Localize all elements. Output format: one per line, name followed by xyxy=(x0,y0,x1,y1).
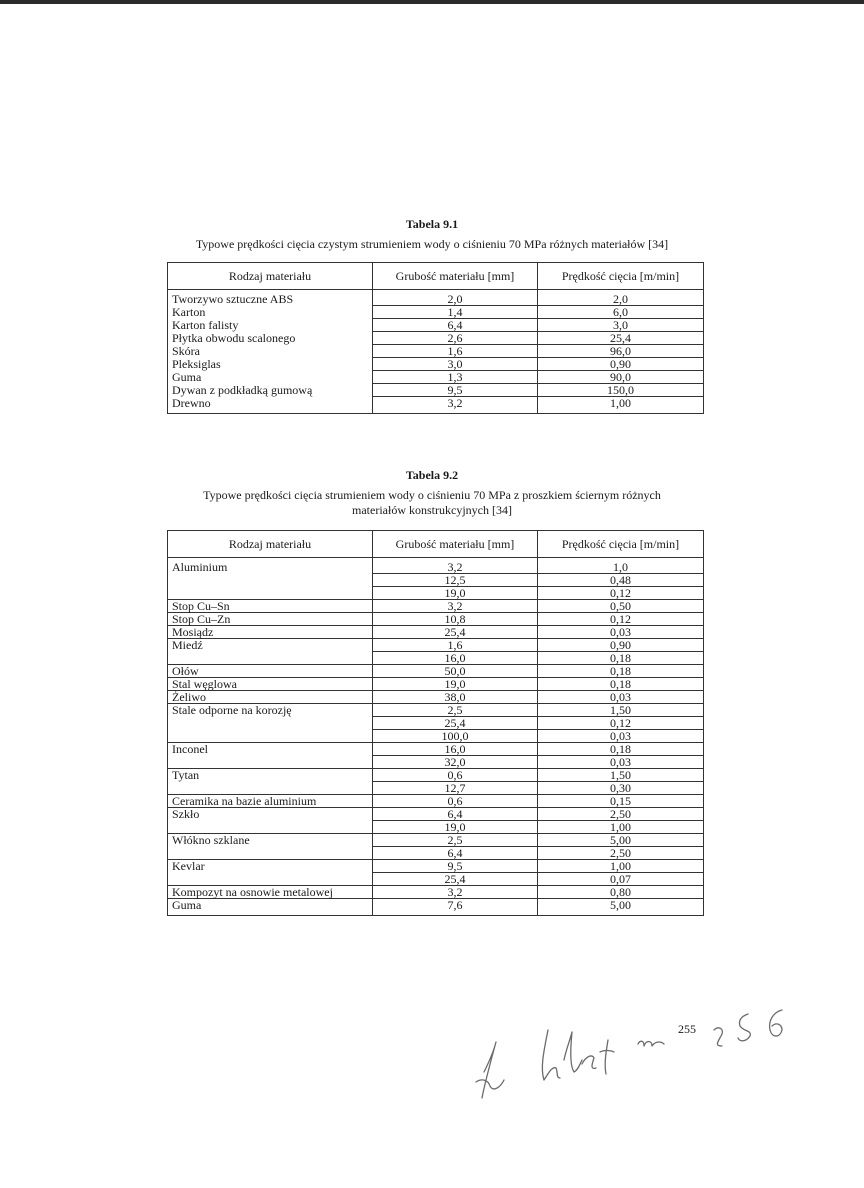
table2-speed-cell: 2,50 xyxy=(538,847,704,860)
table2-speed-cell: 1,00 xyxy=(538,821,704,834)
table2-material-cell: Stop Cu–Zn xyxy=(168,613,373,626)
table1-header-speed: Prędkość cięcia [m/min] xyxy=(538,263,704,290)
table2-speed-cell: 0,03 xyxy=(538,626,704,639)
table1-thickness-cell: 9,5 xyxy=(373,384,538,397)
table2-row xyxy=(168,574,704,587)
table2-speed-cell: 0,48 xyxy=(538,574,704,587)
table2-thickness-cell: 19,0 xyxy=(373,821,538,834)
table1-thickness-cell: 1,4 xyxy=(373,306,538,319)
table2-material-cell: Tytan xyxy=(168,769,373,782)
table1-thickness-cell: 3,0 xyxy=(373,358,538,371)
table1-material-cell: Karton falisty xyxy=(168,319,373,332)
table1-title: Tabela 9.1 xyxy=(405,217,459,231)
table2-speed-cell: 0,30 xyxy=(538,782,704,795)
table2-material-cell: Aluminium xyxy=(168,558,373,574)
table2-speed-cell: 0,12 xyxy=(538,613,704,626)
table2-speed-cell: 5,00 xyxy=(538,834,704,847)
table2-thickness-cell: 25,4 xyxy=(373,717,538,730)
table2-row xyxy=(168,769,704,782)
table2-material-cell xyxy=(168,652,373,665)
table2-thickness-cell: 16,0 xyxy=(373,743,538,756)
table1-speed-cell: 2,0 xyxy=(538,290,704,306)
table2-thickness-cell: 7,6 xyxy=(373,899,538,916)
table2-speed-cell: 0,18 xyxy=(538,652,704,665)
table2-row xyxy=(168,756,704,769)
table2-row xyxy=(168,899,704,916)
table2-row xyxy=(168,665,704,678)
table2-speed-cell: 2,50 xyxy=(538,808,704,821)
table1-header-thickness: Grubość materiału [mm] xyxy=(373,263,538,290)
table2-row xyxy=(168,743,704,756)
table2-row xyxy=(168,626,704,639)
table2-row xyxy=(168,587,704,600)
table1-speed-cell: 1,00 xyxy=(538,397,704,414)
table2-speed-cell: 0,12 xyxy=(538,587,704,600)
table2-speed-cell: 0,03 xyxy=(538,730,704,743)
table2-material-cell xyxy=(168,821,373,834)
table1-speed-cell: 6,0 xyxy=(538,306,704,319)
table2-speed-cell: 0,18 xyxy=(538,678,704,691)
table2-thickness-cell: 38,0 xyxy=(373,691,538,704)
table1-body xyxy=(168,290,704,414)
table2-row xyxy=(168,860,704,873)
table1-speed-cell: 96,0 xyxy=(538,345,704,358)
table1-material-cell: Pleksiglas xyxy=(168,358,373,371)
table2-row xyxy=(168,558,704,574)
table1-material-cell: Tworzywo sztuczne ABS xyxy=(168,290,373,306)
table1-row xyxy=(168,358,704,371)
table2-material-cell: Guma xyxy=(168,899,373,916)
table2-thickness-cell: 1,6 xyxy=(373,639,538,652)
table1-row xyxy=(168,306,704,319)
table2-speed-cell: 0,15 xyxy=(538,795,704,808)
table2-speed-cell: 0,07 xyxy=(538,873,704,886)
table1-row xyxy=(168,397,704,414)
table1-thickness-cell: 3,2 xyxy=(373,397,538,414)
table2-material-cell xyxy=(168,756,373,769)
table1-material-cell: Skóra xyxy=(168,345,373,358)
table2-speed-cell: 0,03 xyxy=(538,756,704,769)
table2-speed-cell: 1,00 xyxy=(538,860,704,873)
table2-thickness-cell: 3,2 xyxy=(373,886,538,899)
table2-row xyxy=(168,821,704,834)
table1-thickness-cell: 6,4 xyxy=(373,319,538,332)
page-number: 255 xyxy=(678,1022,696,1036)
table2-row xyxy=(168,808,704,821)
table2-row xyxy=(168,639,704,652)
table2-thickness-cell: 0,6 xyxy=(373,795,538,808)
table1-row xyxy=(168,371,704,384)
table2 xyxy=(167,530,704,916)
table2-row xyxy=(168,834,704,847)
table1-header-material: Rodzaj materiału xyxy=(168,263,373,290)
table2-row xyxy=(168,678,704,691)
table2-material-cell: Żeliwo xyxy=(168,691,373,704)
table2-material-cell: Ołów xyxy=(168,665,373,678)
table2-thickness-cell: 3,2 xyxy=(373,600,538,613)
table2-thickness-cell: 25,4 xyxy=(373,626,538,639)
table2-row xyxy=(168,873,704,886)
table2-material-cell: Stal węglowa xyxy=(168,678,373,691)
table2-thickness-cell: 6,4 xyxy=(373,847,538,860)
table1-speed-cell: 90,0 xyxy=(538,371,704,384)
table2-material-cell xyxy=(168,587,373,600)
table2-thickness-cell: 25,4 xyxy=(373,873,538,886)
table2-header-row xyxy=(168,531,704,558)
table1-material-cell: Dywan z podkładką gumową xyxy=(168,384,373,397)
table1-row xyxy=(168,332,704,345)
table2-row xyxy=(168,795,704,808)
table2-thickness-cell: 19,0 xyxy=(373,587,538,600)
table2-speed-cell: 1,50 xyxy=(538,769,704,782)
table2-thickness-cell: 6,4 xyxy=(373,808,538,821)
table2-speed-cell: 1,0 xyxy=(538,558,704,574)
table2-thickness-cell: 0,6 xyxy=(373,769,538,782)
table2-thickness-cell: 9,5 xyxy=(373,860,538,873)
table2-material-cell: Kevlar xyxy=(168,860,373,873)
table2-material-cell xyxy=(168,782,373,795)
table2-speed-cell: 0,50 xyxy=(538,600,704,613)
table2-speed-cell: 0,80 xyxy=(538,886,704,899)
table2-row xyxy=(168,691,704,704)
table2-row xyxy=(168,847,704,860)
table2-thickness-cell: 100,0 xyxy=(373,730,538,743)
table2-material-cell xyxy=(168,847,373,860)
table1-material-cell: Płytka obwodu scalonego xyxy=(168,332,373,345)
table2-row xyxy=(168,600,704,613)
table1-caption: Typowe prędkości cięcia czystym strumieniem wody o ciśnieniu 70 MPa różnych materiałów [34] xyxy=(195,237,669,251)
table2-speed-cell: 1,50 xyxy=(538,704,704,717)
table2-thickness-cell: 3,2 xyxy=(373,558,538,574)
table2-material-cell: Kompozyt na osnowie metalowej xyxy=(168,886,373,899)
table2-caption-line1: Typowe prędkości cięcia strumieniem wody o ciśnieniu 70 MPa z proszkiem ściernym różnych xyxy=(203,488,661,502)
handwritten-note xyxy=(460,1000,790,1110)
table1-material-cell: Karton xyxy=(168,306,373,319)
table1-header-row xyxy=(168,263,704,290)
table2-material-cell: Mosiądz xyxy=(168,626,373,639)
table1-row xyxy=(168,345,704,358)
table2-caption-line2: materiałów konstrukcyjnych [34] xyxy=(352,503,512,517)
table2-material-cell xyxy=(168,873,373,886)
table2-thickness-cell: 2,5 xyxy=(373,704,538,717)
table2-row xyxy=(168,886,704,899)
table2-speed-cell: 0,90 xyxy=(538,639,704,652)
table1-thickness-cell: 1,6 xyxy=(373,345,538,358)
table1-thickness-cell: 2,0 xyxy=(373,290,538,306)
table1-speed-cell: 3,0 xyxy=(538,319,704,332)
table2-body xyxy=(168,558,704,916)
table2-thickness-cell: 19,0 xyxy=(373,678,538,691)
table2-material-cell: Stale odporne na korozję xyxy=(168,704,373,717)
table1-row xyxy=(168,319,704,332)
table2-material-cell xyxy=(168,730,373,743)
table1-thickness-cell: 2,6 xyxy=(373,332,538,345)
table2-thickness-cell: 2,5 xyxy=(373,834,538,847)
table2-material-cell: Włókno szklane xyxy=(168,834,373,847)
table1-row xyxy=(168,384,704,397)
table2-speed-cell: 5,00 xyxy=(538,899,704,916)
table2-speed-cell: 0,18 xyxy=(538,743,704,756)
table2-row xyxy=(168,730,704,743)
table2-material-cell: Szkło xyxy=(168,808,373,821)
table1-speed-cell: 0,90 xyxy=(538,358,704,371)
table1-material-cell: Drewno xyxy=(168,397,373,414)
table2-row xyxy=(168,704,704,717)
table2-row xyxy=(168,613,704,626)
table1-row xyxy=(168,290,704,306)
table2-speed-cell: 0,03 xyxy=(538,691,704,704)
table1-speed-cell: 150,0 xyxy=(538,384,704,397)
table2-speed-cell: 0,12 xyxy=(538,717,704,730)
table2-material-cell: Inconel xyxy=(168,743,373,756)
table2-title: Tabela 9.2 xyxy=(405,468,459,482)
table2-row xyxy=(168,782,704,795)
table2-speed-cell: 0,18 xyxy=(538,665,704,678)
scan-top-edge xyxy=(0,0,864,4)
table2-row xyxy=(168,652,704,665)
table2-thickness-cell: 32,0 xyxy=(373,756,538,769)
table2-thickness-cell: 16,0 xyxy=(373,652,538,665)
table2-material-cell xyxy=(168,574,373,587)
table1-speed-cell: 25,4 xyxy=(538,332,704,345)
table2-header-speed: Prędkość cięcia [m/min] xyxy=(538,531,704,558)
table2-thickness-cell: 12,5 xyxy=(373,574,538,587)
table1-thickness-cell: 1,3 xyxy=(373,371,538,384)
table2-thickness-cell: 12,7 xyxy=(373,782,538,795)
table2-header-material: Rodzaj materiału xyxy=(168,531,373,558)
table2-material-cell xyxy=(168,717,373,730)
table2-header-thickness: Grubość materiału [mm] xyxy=(373,531,538,558)
table2-row xyxy=(168,717,704,730)
table2-material-cell: Ceramika na bazie aluminium xyxy=(168,795,373,808)
table2-material-cell: Miedź xyxy=(168,639,373,652)
table2-material-cell: Stop Cu–Sn xyxy=(168,600,373,613)
table2-thickness-cell: 50,0 xyxy=(373,665,538,678)
table1-material-cell: Guma xyxy=(168,371,373,384)
table1 xyxy=(167,262,704,414)
table2-thickness-cell: 10,8 xyxy=(373,613,538,626)
